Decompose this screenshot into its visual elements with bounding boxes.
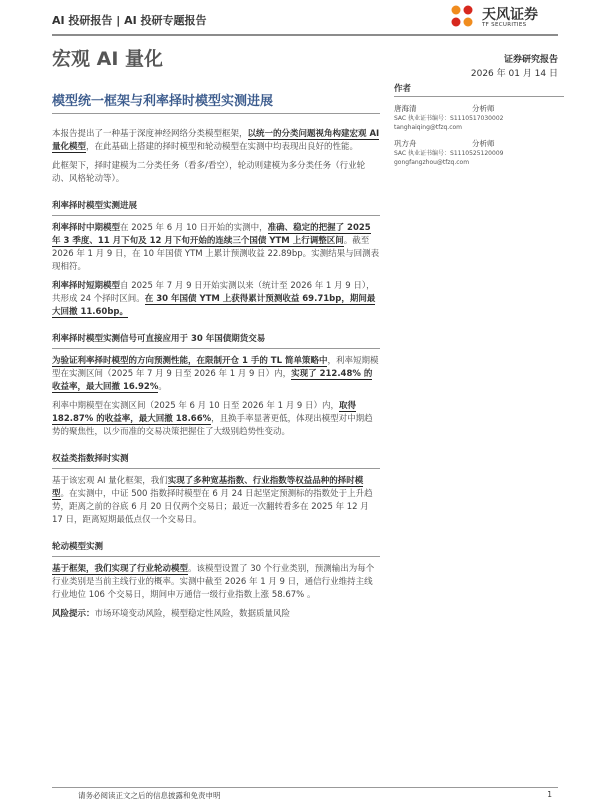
author-role: 分析师 xyxy=(472,139,495,148)
highlight-text: 在 30 年国债 YTM 上获得累计预测收益 69.71bp，期间最大回撤 11.60bp。 xyxy=(52,294,376,317)
body-text: 基于该宏观 AI 量化框架，我们 xyxy=(52,476,168,486)
body-text: 。截至 2026 年 1 月 9 日，在 10 年国债 YTM 上累计预测收益 22.89bp。实测结果与回测表现相符。 xyxy=(52,236,380,272)
body-text: 利率中期模型在实测区间（2025 年 6 月 10 日至 2026 年 1 月 9 日）内， xyxy=(52,401,340,411)
header-divider xyxy=(52,34,558,36)
highlight-text: 实现了 212.48% 的收益率，最大回撤 16.92% xyxy=(52,369,373,392)
author-sidebar xyxy=(394,82,564,173)
intro-highlight: 以统一的分类问题视角构建宏观 AI 量化模型 xyxy=(52,129,380,152)
report-subtitle: 模型统一框架与利率择时模型实测进展 xyxy=(52,94,274,109)
footer-divider xyxy=(52,787,558,788)
page-number: 1 xyxy=(547,790,552,799)
section-paragraph xyxy=(52,280,380,319)
risk-text: 市场环境变动风险，模型稳定性风险，数据质量风险 xyxy=(94,609,291,619)
logo-english-name: TF SECURITIES xyxy=(482,22,527,28)
highlight-text: 取得 182.87% 的收益率，最大回撤 18.66% xyxy=(52,401,357,424)
author-name: 巩方舟 xyxy=(394,139,417,148)
author-role: 分析师 xyxy=(472,104,495,113)
risk-label: 风险提示： xyxy=(52,609,95,619)
section-paragraph xyxy=(52,355,380,394)
author-cert: SAC 执业证书编号：S1110525120009 xyxy=(394,150,504,157)
intro-paragraph: 此框架下，择时建模为二分类任务（看多/看空），轮动则建模为多分类任务（行业轮动、风格轮动等）。 xyxy=(52,161,366,184)
author-entry xyxy=(394,103,564,132)
logo-chinese-name: 天风证券 xyxy=(482,7,538,23)
highlight-text: 基于框架，我们实现了行业轮动模型 xyxy=(52,564,189,574)
body-text: 。 xyxy=(158,382,167,392)
author-name: 唐海清 xyxy=(394,104,417,113)
section-heading-rotation: 轮动模型实测 xyxy=(52,541,380,557)
body-text: 。在实测中，中证 500 指数择时模型在 6 月 24 日起坚定预测标的指数处于上升趋势，距离之前的谷底 6 月 20 日仅两个交易日；最近一次翻转看多在 2025 年 12 月 17 日，距离短期最低点仅一个交易日。 xyxy=(52,489,373,525)
intro-text: ，在此基础上搭建的择时模型和轮动模型在实测中均表现出良好的性能。 xyxy=(86,142,359,152)
footer-disclaimer[interactable]: 请务必阅读正文之后的信息披露和免责申明 xyxy=(78,791,221,800)
body-text: ，利率短期模型在实测区间（2025 年 7 月 9 日至 2026 年 1 月 9 日）内， xyxy=(52,356,379,379)
section-paragraph xyxy=(52,400,380,439)
highlight-text: 准确、稳定的把握了 2025 年 3 季度、11 月下旬及 12 月下旬开始的连续三个国债 YTM 上行调整区间 xyxy=(52,223,371,246)
intro-text: 本报告提出了一种基于深度神经网络分类模型框架， xyxy=(52,129,248,139)
intro-paragraph xyxy=(52,128,380,154)
author-email[interactable]: tanghaiqing@tfzq.com xyxy=(394,124,463,131)
model-name: 利率择时短期模型 xyxy=(52,281,121,291)
section-paragraph xyxy=(52,475,380,527)
highlight-text: 实现了多种宽基指数、行业指数等权益品种的择时模型 xyxy=(52,476,364,499)
risk-warning xyxy=(52,608,380,621)
report-date: 2026 年 01 月 14 日 xyxy=(470,69,558,79)
section-paragraph xyxy=(52,563,380,602)
model-name: 利率择时中期模型 xyxy=(52,223,121,233)
page-title: 宏观 AI 量化 xyxy=(52,48,164,70)
subtitle-divider xyxy=(52,113,380,114)
section-heading-rate-timing: 利率择时模型实测进展 xyxy=(52,200,380,216)
body-text: 自 2025 年 7 月 9 日开始实测以来（统计至 2026 年 1 月 9 日），共形成 24 个择时区间。 xyxy=(52,281,375,304)
report-type: 证券研究报告 xyxy=(503,55,558,65)
tf-logo-icon xyxy=(448,4,478,32)
report-category: AI 投研报告 | AI 投研专题报告 xyxy=(52,14,207,27)
body-text: 。该模型设置了 30 个行业类别，预测输出为每个行业类别是当前主线行业的概率。实测中截至 2026 年 1 月 9 日，通信行业维持主线行业地位 106 个交易日，期间申万通信一级行业指数上涨 58.67% 。 xyxy=(52,564,375,600)
report-body xyxy=(52,128,380,627)
author-entry xyxy=(394,138,564,167)
author-email[interactable]: gongfangzhou@tfzq.com xyxy=(394,159,470,166)
highlight-text: 为验证利率择时模型的方向预测性能，在限制开仓 1 手的 TL 简单策略中 xyxy=(52,356,328,366)
section-heading-futures: 利率择时模型实测信号可直接应用于 30 年国债期货交易 xyxy=(52,333,380,349)
section-heading-equity-timing: 权益类指数择时实测 xyxy=(52,453,380,469)
author-cert: SAC 执业证书编号：S1110517030002 xyxy=(394,115,504,122)
body-text: 在 2025 年 6 月 10 日开始的实测中， xyxy=(120,223,268,233)
company-logo xyxy=(448,4,558,32)
body-text: ，且换手率显著更低，体现出模型对中期趋势的聚焦性，以少而准的交易决策把握住了大级别趋势性变动。 xyxy=(52,414,373,437)
author-heading: 作者 xyxy=(394,82,564,97)
section-paragraph xyxy=(52,222,380,274)
